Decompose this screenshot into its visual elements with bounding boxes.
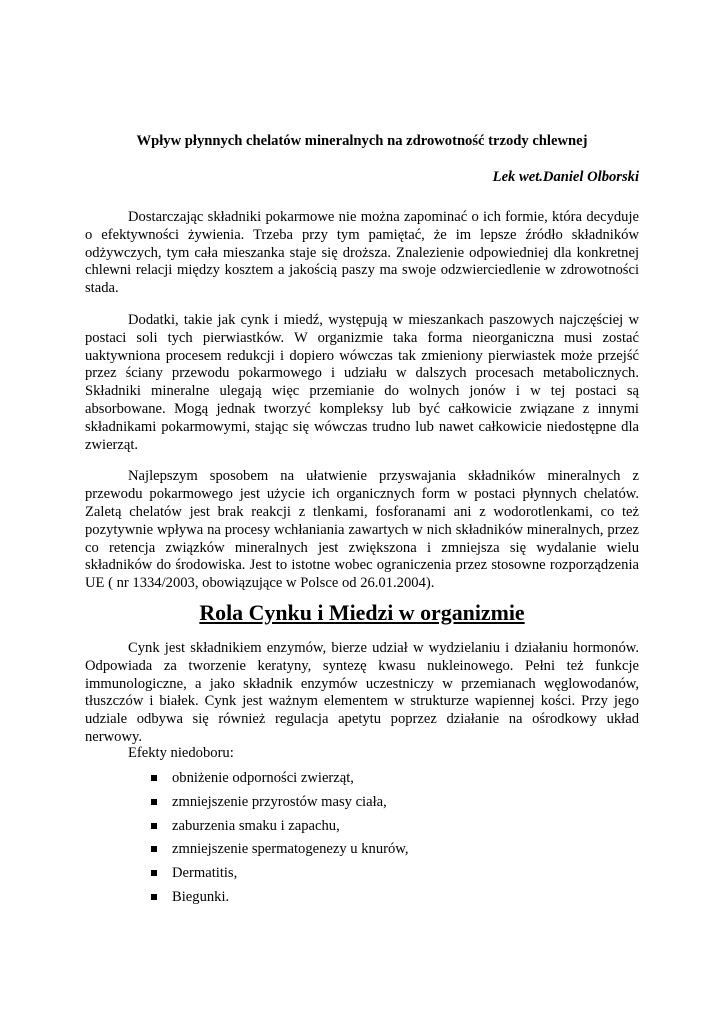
list-item-text: Biegunki. [172, 888, 230, 905]
effects-list [85, 770, 639, 913]
author-line: Lek wet.Daniel Olborski [492, 169, 639, 185]
list-item-text: Dermatitis, [172, 865, 238, 882]
intro-paragraph: Najlepszym sposobem na ułatwienie przyswajania składników mineralnych z przewodu pokarmowego jest użycie ich organicznych form w postaci płynnych chelatów. Zaletą chelatów jest brak reakcji z tlenkami, fosforanami ani z wodorotlenkami, co też pozytywnie wpływa na procesy wchłaniania zawartych w nich składników mineralnych, przez co retencja związków mineralnych jest zwiększona i zmniejsza się wydalanie wielu składników do środowiska. Jest to istotne wobec ograniczenia przez stosowne rozporządzenia UE ( nr 1334/2003, obowiązujące w Polsce od 26.01.2004). [85, 468, 639, 592]
zinc-section [85, 640, 639, 747]
bullet-icon [151, 894, 157, 900]
list-item-text: zmniejszenie spermatogenezy u knurów, [172, 841, 409, 858]
list-item [85, 770, 639, 788]
intro-paragraph: Dodatki, takie jak cynk i miedź, występują w mieszankach paszowych najczęściej w postaci soli tych pierwiastków. W organizmie taka forma nieorganiczna musi zostać uaktywniona procesem redukcji i dopiero wówczas tak zmieniony pierwiastek może przejść przez ściany przewodu pokarmowego i udziału w dalszych procesach metabolicznych. Składniki mineralne ulegają więc przemianie do wolnych jonów i w tej postaci są absorbowane. Mogą jednak tworzyć kompleksy lub być całkowicie związane z innymi składnikami pokarmowymi, stając się wówczas trudno lub nawet całkowicie niedostępne dla zwierząt. [85, 311, 639, 453]
bullet-icon [151, 870, 157, 876]
list-item [85, 841, 639, 859]
intro-section [85, 209, 639, 593]
section-paragraph: Cynk jest składnikiem enzymów, bierze udział w wydzielaniu i działaniu hormonów. Odpowiada za tworzenie keratyny, syntezę kwasu nukleinowego. Pełni też funkcje immunologiczne, a jako składnik enzymów uczestniczy w przemianach węglowodanów, tłuszczów i białek. Cynk jest ważnym elementem w strukturze wapiennej kości. Przy jego udziale odbywa się również regulacja apetytu poprzez działanie na ośrodkowy układ nerwowy. [85, 640, 639, 745]
bullet-icon [151, 846, 157, 852]
list-item-text: obniżenie odporności zwierząt, [172, 770, 354, 786]
intro-paragraph: Dostarczając składniki pokarmowe nie można zapominać o ich formie, która decyduje o efektywności żywienia. Trzeba przy tym pamiętać, że im lepsze źródło składników odżywczych, tym cała mieszanka staje się droższa. Znalezienie odpowiedniej dla konkretnej chlewni relacji między kosztem a jakością paszy ma swoje odzwierciedlenie w zdrowotności stada. [85, 209, 639, 297]
list-item [85, 889, 639, 907]
list-item [85, 794, 639, 812]
bullet-icon [151, 775, 157, 781]
list-item [85, 865, 639, 883]
effects-heading: Efekty niedoboru: [128, 745, 234, 761]
list-item [85, 818, 639, 836]
bullet-icon [151, 799, 157, 805]
section-heading: Rola Cynku i Miedzi w organizmie [199, 600, 525, 625]
document-title: Wpływ płynnych chelatów mineralnych na zdrowotność trzody chlewnej [136, 133, 588, 149]
list-item-text: zaburzenia smaku i zapachu, [172, 817, 340, 834]
bullet-icon [151, 823, 157, 829]
list-item-text: zmniejszenie przyrostów masy ciała, [172, 793, 387, 810]
